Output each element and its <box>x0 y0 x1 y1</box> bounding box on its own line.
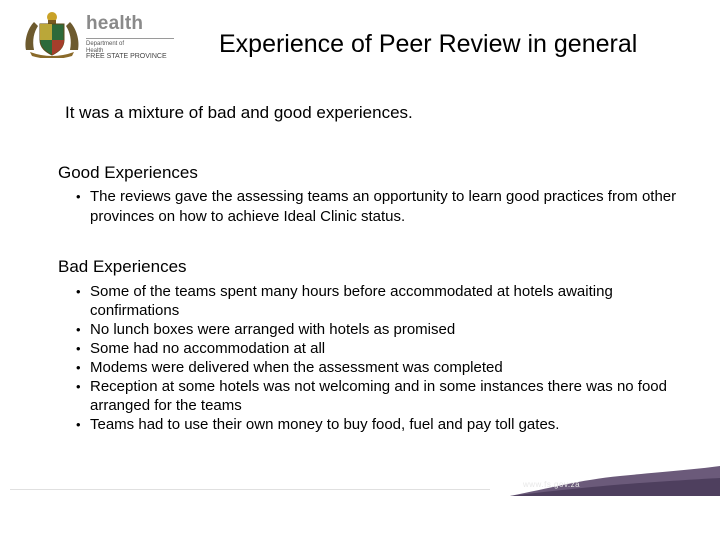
list-item: • The reviews gave the assessing teams an opportunity to learn good practices from other provinces on how to achieve Ideal Clinic status. <box>76 187 696 226</box>
list-item: • Some of the teams spent many hours before accommodated at hotels awaiting confirmations <box>76 282 696 320</box>
logo-line-province: FREE STATE PROVINCE <box>86 53 167 60</box>
good-experiences-list <box>76 187 696 226</box>
footer-divider <box>10 489 490 490</box>
list-item: • Some had no accommodation at all <box>76 339 696 358</box>
list-item: • Teams had to use their own money to buy food, fuel and pay toll gates. <box>76 415 696 434</box>
good-experiences-heading: Good Experiences <box>58 163 198 182</box>
intro-text: It was a mixture of bad and good experiences. <box>65 103 413 122</box>
coat-of-arms-icon <box>22 10 82 58</box>
logo-line-health: Health <box>86 47 104 54</box>
logo-line-department: Department of <box>86 41 125 47</box>
logo-divider <box>86 38 174 39</box>
slide-title: Experience of Peer Review in general <box>219 30 638 58</box>
list-item: • No lunch boxes were arranged with hotels as promised <box>76 320 696 339</box>
bad-experiences-heading: Bad Experiences <box>58 257 187 276</box>
list-item: • Modems were delivered when the assessment was completed <box>76 358 696 377</box>
footer-url[interactable]: www.fs.gov.za <box>523 480 581 489</box>
logo <box>20 10 170 60</box>
bad-experiences-list <box>76 282 696 434</box>
list-item: • Reception at some hotels was not welcoming and in some instances there was no food arranged for the teams <box>76 377 696 415</box>
logo-wordmark: health <box>86 13 144 34</box>
